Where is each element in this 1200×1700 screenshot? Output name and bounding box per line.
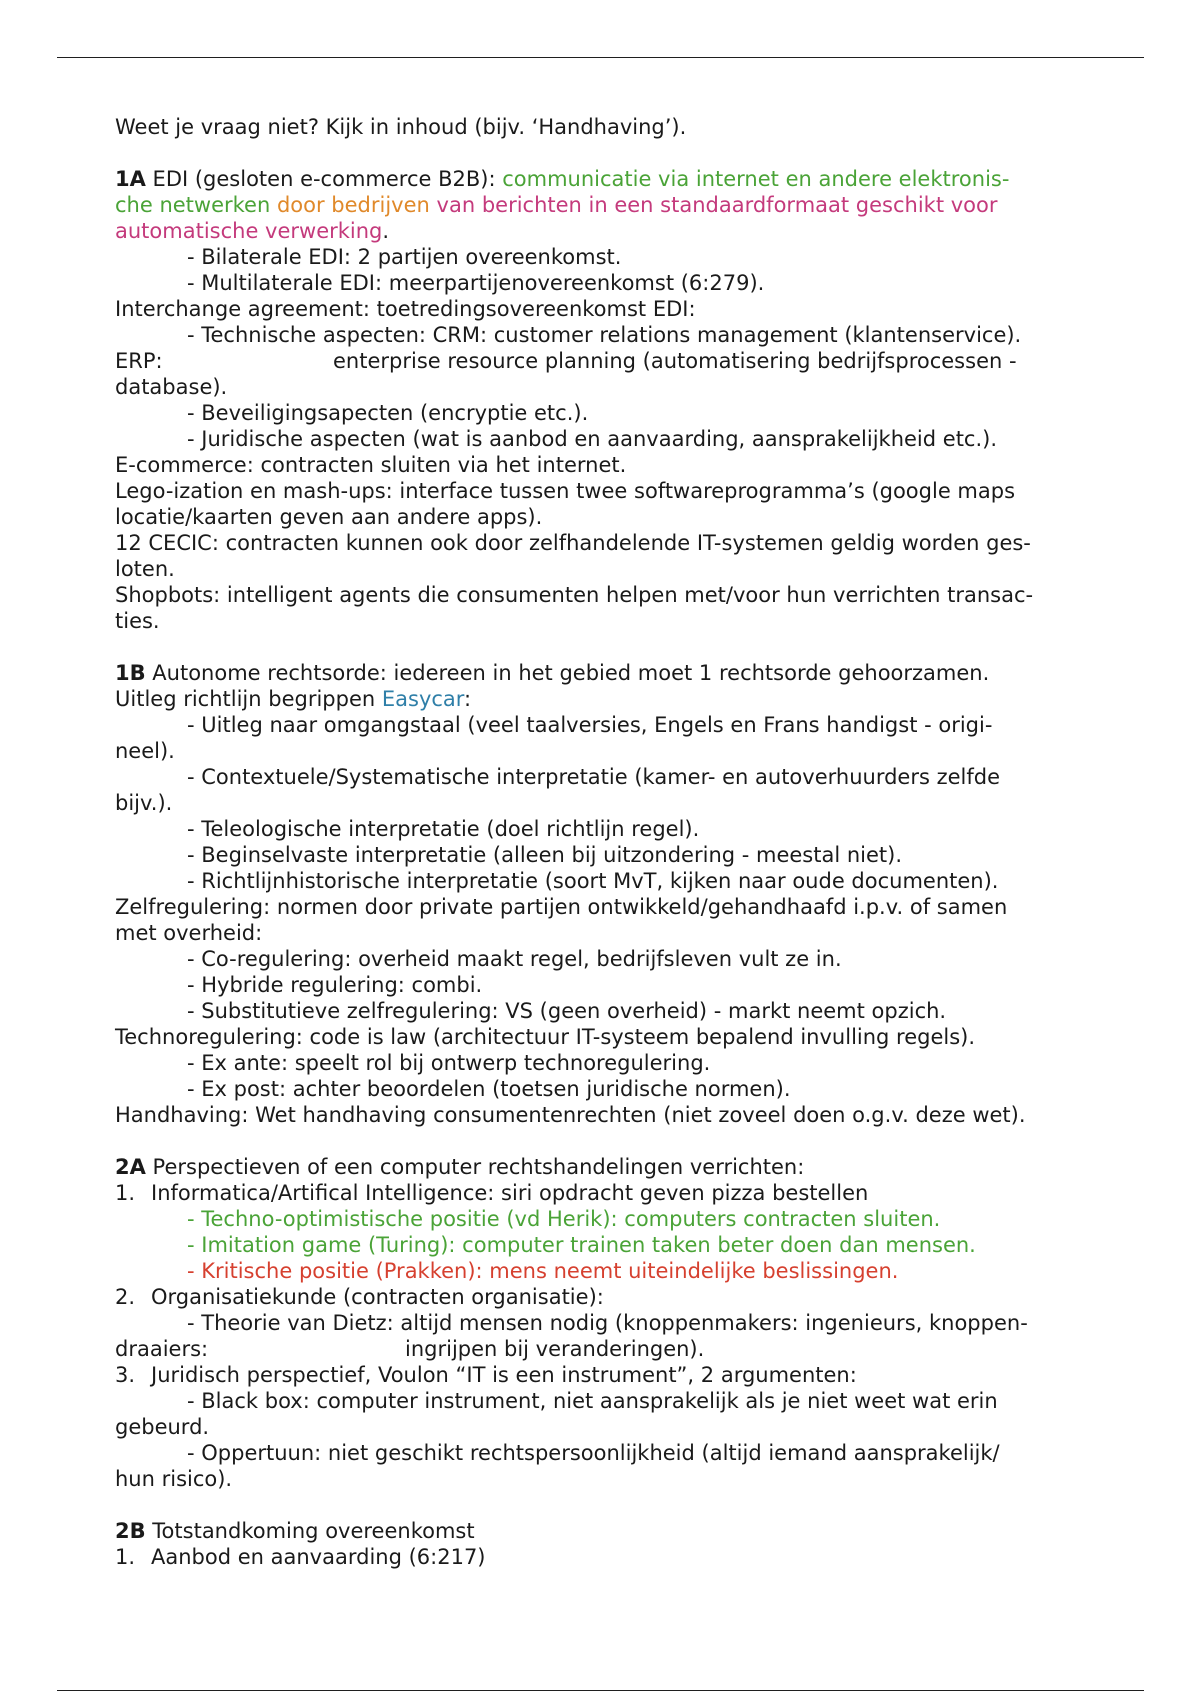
section-1b-title: 1B Autonome rechtsorde: iedereen in het gebied moet 1 rechtsorde gehoorzamen. — [115, 661, 990, 685]
text-line: gebeurd. — [115, 1415, 210, 1439]
section-2a-title: 2A Perspectieven of een computer rechtshandelingen verrichten: — [115, 1155, 805, 1179]
list-item: - Hybride regulering: combi. — [187, 973, 483, 997]
list-item: - Technische aspecten: CRM: customer relations management (klantenservice). — [187, 323, 1022, 347]
list-item-green: - Imitation game (Turing): computer trainen taken beter doen dan mensen. — [187, 1233, 976, 1257]
section-1b-label: 1B — [115, 661, 146, 685]
section-2b-label: 2B — [115, 1519, 146, 1543]
text-line: Technoregulering: code is law (architectuur IT-systeem bepalend invulling regels). — [115, 1025, 976, 1049]
text-line: Shopbots: intelligent agents die consumenten helpen met/voor hun verrichten transac- — [115, 583, 1034, 607]
text-line: loten. — [115, 557, 175, 581]
text-line: Handhaving: Wet handhaving consumentenrechten (niet zoveel doen o.g.v. deze wet). — [115, 1103, 1026, 1127]
text-line: Lego-ization en mash-ups: interface tussen twee softwareprogramma’s (google maps — [115, 479, 1016, 503]
section-2b-title: 2B Totstandkoming overeenkomst — [115, 1519, 475, 1543]
text-line: Interchange agreement: toetredingsovereenkomst EDI: — [115, 297, 696, 321]
list-item: - Teleologische interpretatie (doel richtlijn regel). — [187, 817, 700, 841]
numbered-item: 1. Aanbod en aanvaarding (6:217) — [115, 1545, 486, 1569]
intro-line: Weet je vraag niet? Kijk in inhoud (bijv. ‘Handhaving’). — [115, 115, 687, 139]
text-line: ties. — [115, 609, 160, 633]
list-item: - Ex post: achter beoordelen (toetsen juridische normen). — [187, 1077, 791, 1101]
draaiers-line: draaiers: ingrijpen bij veranderingen). — [115, 1337, 705, 1361]
text-line: hun risico). — [115, 1467, 233, 1491]
list-item: - Juridische aspecten (wat is aanbod en aanvaarding, aansprakelijkheid etc.). — [187, 427, 998, 451]
text-line: E-commerce: contracten sluiten via het internet. — [115, 453, 627, 477]
erp-line: ERP: enterprise resource planning (automatisering bedrijfsprocessen - — [115, 349, 1017, 373]
list-item: - Beginselvaste interpretatie (alleen bij uitzondering - meestal niet). — [187, 843, 903, 867]
numbered-item: 2. Organisatiekunde (contracten organisatie): — [115, 1285, 604, 1309]
numbered-item: 3. Juridisch perspectief, Voulon “IT is een instrument”, 2 argumenten: — [115, 1363, 857, 1387]
top-rule — [57, 57, 1144, 58]
list-item: - Richtlijnhistorische interpretatie (soort MvT, kijken naar oude documenten). — [187, 869, 999, 893]
list-item: - Beveiligingsapecten (encryptie etc.). — [187, 401, 589, 425]
list-item: - Co-regulering: overheid maakt regel, bedrijfsleven vult ze in. — [187, 947, 842, 971]
list-item: - Ex ante: speelt rol bij ontwerp technoregulering. — [187, 1051, 711, 1075]
definition-green: communicatie via internet en andere elektronis- — [502, 167, 1010, 191]
list-item: - Multilaterale EDI: meerpartijenovereenkomst (6:279). — [187, 271, 765, 295]
text-line: 12 CECIC: contracten kunnen ook door zelfhandelende IT-systemen geldig worden ges- — [115, 531, 1031, 555]
section-2a-label: 2A — [115, 1155, 146, 1179]
definition-magenta: van berichten in een standaardformaat geschikt voor — [436, 193, 998, 217]
list-item: - Bilaterale EDI: 2 partijen overeenkomst. — [187, 245, 622, 269]
list-item-red: - Kritische positie (Prakken): mens neemt uiteindelijke beslissingen. — [187, 1259, 899, 1283]
text-line: database). — [115, 375, 228, 399]
list-item: - Contextuele/Systematische interpretatie (kamer- en autoverhuurders zelfde — [187, 765, 1001, 789]
section-1a-title: 1A EDI (gesloten e-commerce B2B): communicatie via internet en andere elektronis- — [115, 167, 1010, 191]
text-line: locatie/kaarten geven aan andere apps). — [115, 505, 543, 529]
list-item: - Uitleg naar omgangstaal (veel taalversies, Engels en Frans handigst - origi- — [187, 713, 993, 737]
list-item: - Black box: computer instrument, niet aansprakelijk als je niet weet wat erin — [187, 1389, 998, 1413]
bottom-rule — [57, 1690, 1144, 1691]
section-1a-label: 1A — [115, 167, 146, 191]
list-item: - Theorie van Dietz: altijd mensen nodig (knoppenmakers: ingenieurs, knoppen- — [187, 1311, 1028, 1335]
uitleg-line: Uitleg richtlijn begrippen Easycar: — [115, 687, 472, 711]
text-line: bijv.). — [115, 791, 173, 815]
list-item: - Oppertuun: niet geschikt rechtspersoonlijkheid (altijd iemand aansprakelijk/ — [187, 1441, 1000, 1465]
text-line: neel). — [115, 739, 175, 763]
numbered-item: 1. Informatica/Artifical Intelligence: siri opdracht geven pizza bestellen — [115, 1181, 869, 1205]
definition-orange: door bedrijven — [276, 193, 437, 217]
list-item: - Substitutieve zelfregulering: VS (geen overheid) - markt neemt opzich. — [187, 999, 947, 1023]
text-line: Zelfregulering: normen door private partijen ontwikkeld/gehandhaafd i.p.v. of samen — [115, 895, 1008, 919]
easycar-reference: Easycar — [381, 687, 465, 711]
document-body: Weet je vraag niet? Kijk in inhoud (bijv. ‘Handhaving’). 1A EDI (gesloten e-commerce B2B): communicatie via internet en andere elektronis- che netwerken door bedrijven van berichten in een standaardformaat geschikt voor automatische verwerking. - Bilaterale EDI: 2 partijen overeenkomst. - Multilaterale EDI: meerpartijenovereenkomst (6:279). Interchange agreement: toetredingsovereenkomst EDI: - Technische aspecten: CRM: customer relations management (klantenservice). ERP: enterprise resource planning (automatisering bedrijfsprocessen - database). - Beveiligingsapecten (encryptie etc.). - Juridische aspecten (wat is aanbod en aanvaarding, aansprakelijkheid etc.). E-commerce: contracten sluiten via het internet. Lego-ization en mash-ups: interface tussen twee softwareprogramma’s (google maps locatie/kaarten geven aan andere apps). 12 CECIC: contracten kunnen ook door zelfhandelende IT-systemen geldig worden ges- loten. Shopbots: intelligent agents die consumenten helpen met/voor hun verrichten transac- ties. 1B Autonome rechtsorde: iedereen in het gebied moet 1 rechtsorde gehoorzamen. Uitleg richtlijn begrippen Easycar: - Uitleg naar omgangstaal (veel taalversies, Engels en Frans handigst - origi- neel). - Contextuele/Systematische interpretatie (kamer- en autoverhuurders zelfde bijv.). - Teleologische interpretatie (doel richtlijn regel). - Beginselvaste interpretatie (alleen bij uitzondering - meestal niet). - Richtlijnhistorische interpretatie (soort MvT, kijken naar oude documenten). Zelfregulering: normen door private partijen ontwikkeld/gehandhaafd i.p.v. of samen met overheid: - Co-regulering: overheid maakt regel, bedrijfsleven vult ze in. - Hybride regulering: combi. - Substitutieve zelfregulering: VS (geen overheid) - markt neemt opzich. Technoregulering: code is law (architectuur IT-systeem bepalend invulling regels). - Ex ante: speelt rol bij ontwerp technoregulering. - Ex post: achter beoordelen (toetsen juridische normen). Handhaving: Wet handhaving consumentenrechten (niet zoveel doen o.g.v. deze wet). 2A Perspectieven of een computer rechtshandelingen verrichten: 1. Informatica/Artifical Intelligence: siri opdracht geven pizza bestellen - Techno-optimistische positie (vd Herik): computers contracten sluiten. - Imitation game (Turing): computer trainen taken beter doen dan mensen. - Kritische positie (Prakken): mens neemt uiteindelijke beslissingen. 2. Organisatiekunde (contracten organisatie): - Theorie van Dietz: altijd mensen nodig (knoppenmakers: ingenieurs, knoppen- draaiers: ingrijpen bij veranderingen). 3. Juridisch perspectief, Voulon “IT is een instrument”, 2 argumenten: - Black box: computer instrument, niet aansprakelijk als je niet weet wat erin gebeurd. - Oppertuun: niet geschikt rechtspersoonlijkheid (altijd iemand aansprakelijk/ hun risico). 2B Totstandkoming overeenkomst 1. Aanbod en aanvaarding (6:217) — [115, 114, 1115, 1570]
list-item-green: - Techno-optimistische positie (vd Herik): computers contracten sluiten. — [187, 1207, 941, 1231]
text-line: met overheid: — [115, 921, 263, 945]
